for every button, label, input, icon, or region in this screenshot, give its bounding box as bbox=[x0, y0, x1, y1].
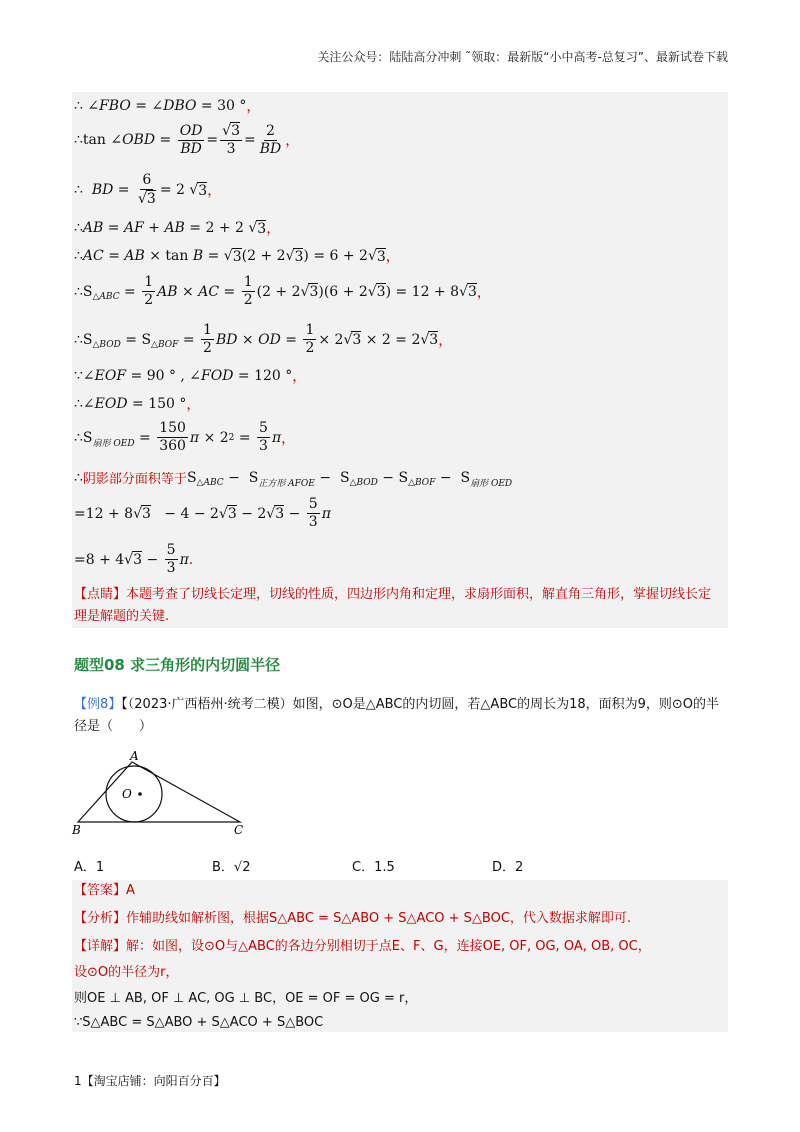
example-source: 【（2023·广西梧州·统考二模） bbox=[121, 697, 293, 712]
solution-line-13: =8 + 4√ 3 − $\frac{5}{3}$ π . bbox=[74, 542, 194, 576]
incircle-o bbox=[106, 766, 162, 822]
dianjing-note bbox=[74, 584, 724, 628]
center-point bbox=[138, 792, 142, 796]
solution-line-4: ∴ AB = AF + AB = 2 + 2 √ 3 ， bbox=[74, 220, 281, 237]
example-question-text: 如图，⊙O是△ABC的内切圆，若△ABC的周长为18，面积为9，则⊙O的半径是（ ） bbox=[74, 697, 720, 734]
label-c: C bbox=[234, 823, 244, 837]
label-b: B bbox=[72, 823, 81, 837]
triangle-abc bbox=[78, 762, 240, 822]
analysis-line bbox=[74, 908, 724, 930]
option-d[interactable]: D．2 bbox=[492, 860, 524, 875]
solution-line-7: ∴ S △BOD = S △BOF = $\frac{1}{2}$ BD × OD = $\frac{1}{2}$ × 2√ 3 × 2 = 2√ 3 ， bbox=[74, 322, 453, 356]
detail-line-2: 设⊙O的半径为r， bbox=[74, 965, 179, 980]
solution-line-10: ∴ S 扇形 OED = $\frac{150}{360}$ π × 2 2 = $\frac{5}{3}$ π ， bbox=[74, 420, 296, 454]
solution-line-6: ∴ S △ABC = $\frac{1}{2}$ AB × AC = $\frac{1}{2}$ (2 + 2√ 3 )(6 + 2√ 3 ) = 12 + 8√ 3 ， bbox=[74, 274, 491, 308]
label-o: O bbox=[122, 787, 132, 801]
analysis-tag: 【分析】 bbox=[74, 911, 127, 926]
option-b[interactable]: B．√2 bbox=[212, 860, 251, 875]
section-title: 题型08 求三角形的内切圆半径 bbox=[74, 656, 281, 674]
detail-text-1: 解：如图，设⊙O与△ABC的各边分别相切于点E、F、G，连接OE, OF, OG, OA, OB, OC， bbox=[126, 939, 651, 954]
option-c[interactable]: C．1.5 bbox=[352, 860, 395, 875]
solution-line-3: ∴ BD = $\frac{6}{√3}$ = 2 √ 3 ， bbox=[74, 172, 222, 207]
detail-line-4: ∵S△ABC = S△ABO + S△ACO + S△BOC bbox=[74, 1015, 324, 1030]
solution-line-1: ∴ ∠ FBO = ∠ DBO = 30 ° ， bbox=[74, 98, 261, 115]
answer-line bbox=[74, 880, 724, 902]
solution-line-8: ∵∠ EOF = 90 ° , ∠ FOD = 120 ° ， bbox=[74, 368, 307, 385]
example-question bbox=[74, 694, 724, 738]
page-footer: 1【淘宝店铺：向阳百分百】 bbox=[74, 1074, 226, 1088]
detail-line-3: 则OE ⊥ AB, OF ⊥ AC, OG ⊥ BC，OE = OF = OG = r， bbox=[74, 991, 418, 1006]
answer-value: A bbox=[126, 883, 135, 898]
solution-line-2: ∴tan ∠ OBD = $\frac{OD}{BD}$ = $\frac{√3}{3}$ = $\frac{2}{BD}$ ， bbox=[74, 122, 300, 157]
dianjing-tag: 【点睛】 bbox=[74, 587, 127, 602]
solution-line-11: ∴ 阴影部分面积等于 S △ABC − S 正方形 AFOE − S △BOD − S △BOF − S 扇形 OED bbox=[74, 469, 513, 489]
answer-tag: 【答案】 bbox=[74, 883, 127, 898]
analysis-text: 作辅助线如解析图，根据S△ABC = S△ABO + S△ACO + S△BOC，代入数据求解即可. bbox=[126, 911, 632, 926]
detail-line-1 bbox=[74, 936, 724, 958]
solution-line-12: =12 + 8√ 3 − 4 − 2√ 3 − 2√ 3 − $\frac{5}{3}$ π bbox=[74, 496, 331, 530]
page-header: 关注公众号：陆陆高分冲刺 ˜领取：最新版“小中高考-总复习”、最新试卷下载 bbox=[317, 50, 728, 64]
dianjing-text: 本题考查了切线长定理，切线的性质，四边形内角和定理，求扇形面积，解直角三角形，掌握切线长定理是解题的关键. bbox=[74, 587, 712, 624]
option-a[interactable]: A．1 bbox=[74, 860, 105, 875]
example-tag: 【例8】 bbox=[74, 697, 122, 712]
incircle-figure bbox=[70, 748, 260, 840]
solution-line-5: ∴ AC = AB × tan B = √ 3 (2 + 2√ 3 ) = 6 + 2√ 3 ， bbox=[74, 248, 400, 265]
label-a: A bbox=[130, 749, 139, 763]
solution-line-9: ∴∠ EOD = 150 ° ， bbox=[74, 396, 201, 413]
detail-tag: 【详解】 bbox=[74, 939, 127, 954]
